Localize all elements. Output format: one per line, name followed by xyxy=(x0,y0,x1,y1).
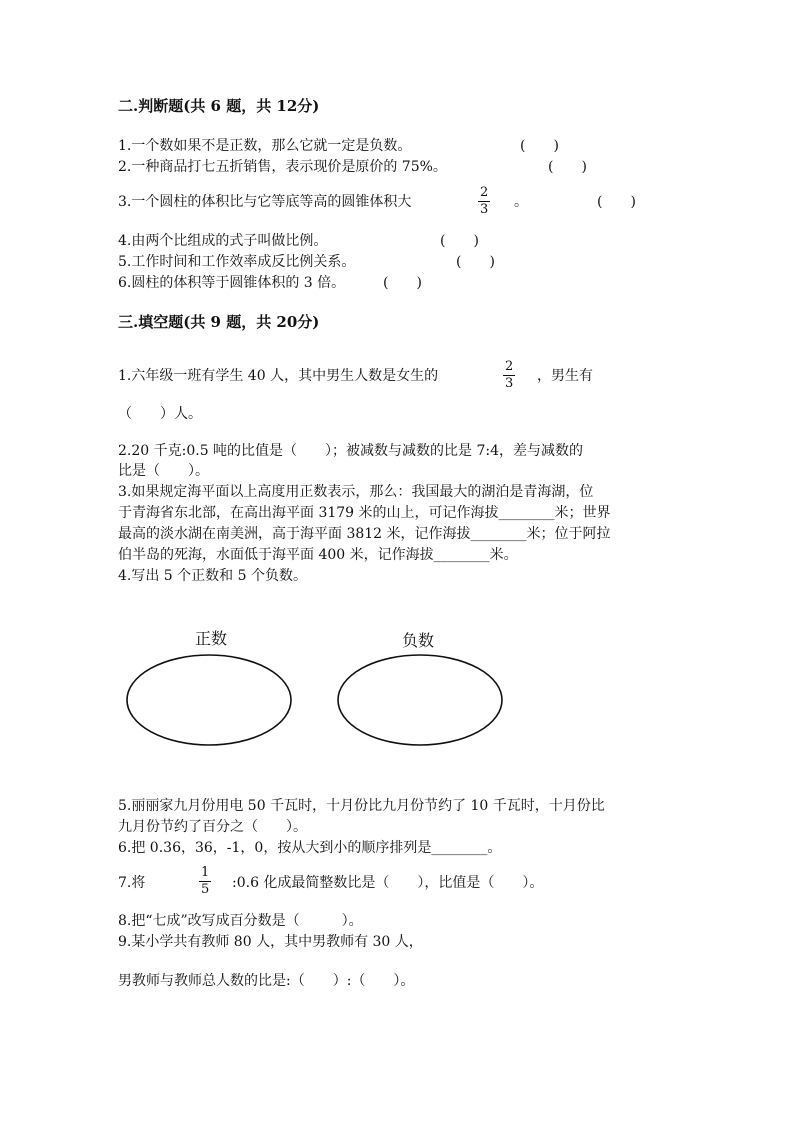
fill-question-9-line1: 9.某小学共有教师 80 人，其中男教师有 30 人， xyxy=(118,934,423,950)
fraction-numerator: 2 xyxy=(505,359,514,374)
fill-question-8: 8.把“七成”改写成百分数是（ ）。 xyxy=(118,913,363,929)
negative-numbers-label: 负数 xyxy=(402,631,435,650)
fill-question-3-line1: 3.如果规定海平面以上高度用正数表示，那么：我国最大的湖泊是青海湖，位 xyxy=(118,484,594,500)
fill-question-2-line1: 2.20 千克:0.5 吨的比值是（ ）；被减数与减数的比是 7:4，差与减数的 xyxy=(118,443,584,459)
fill-question-1-blank: （ ）人。 xyxy=(118,406,202,422)
judgment-question-1: 1.一个数如果不是正数，那么它就一定是负数。 xyxy=(118,138,412,154)
fraction-numerator: 2 xyxy=(480,185,489,200)
answer-blank-2[interactable]: ( ) xyxy=(548,159,587,175)
fill-question-5-line2: 九月份节约了百分之（ ）。 xyxy=(118,819,307,835)
fill-question-3-line4: 伯半岛的死海，水面低于海平面 400 米，记作海拔________米。 xyxy=(118,547,518,563)
positive-numbers-oval[interactable] xyxy=(127,655,291,745)
fill-question-5-line1: 5.丽丽家九月份用电 50 千瓦时，十月份比九月份节约了 10 千瓦时，十月份比 xyxy=(118,798,605,814)
fill-question-9-line2: 男教师与教师总人数的比是:（ ）:（ ）。 xyxy=(118,973,415,989)
answer-blank-6[interactable]: ( ) xyxy=(383,275,422,291)
judgment-question-2: 2.一种商品打七五折销售，表示现价是原价的 75%。 xyxy=(118,159,447,175)
fill-question-4: 4.写出 5 个正数和 5 个负数。 xyxy=(118,568,307,584)
answer-blank-3[interactable]: ( ) xyxy=(597,194,636,210)
section-title-judgment: 二.判断题(共 6 题，共 12分) xyxy=(118,97,320,115)
positive-numbers-label: 正数 xyxy=(195,629,228,648)
judgment-question-5: 5.工作时间和工作效率成反比例关系。 xyxy=(118,254,356,270)
judgment-question-6: 6.圆柱的体积等于圆锥体积的 3 倍。 xyxy=(118,275,346,291)
question-3-period: 。 xyxy=(514,194,528,210)
fill-question-7-before: 7.将 xyxy=(118,875,146,891)
fill-question-1: 1.六年级一班有学生 40 人，其中男生人数是女生的 xyxy=(118,368,439,384)
answer-blank-5[interactable]: ( ) xyxy=(456,254,495,270)
answer-blank-1[interactable]: ( ) xyxy=(520,138,559,154)
judgment-question-4: 4.由两个比组成的式子叫做比例。 xyxy=(118,233,328,249)
fraction-denominator: 3 xyxy=(480,202,489,217)
fill-question-3-line3: 最高的淡水湖在南美洲，高于海平面 3812 米，记作海拔________米；位于阿拉 xyxy=(118,526,611,542)
fill-question-7-after: :0.6 化成最简整数比是（ ），比值是（ ）。 xyxy=(232,875,544,891)
section-title-fill-in: 三.填空题(共 9 题，共 20分) xyxy=(118,313,320,331)
fill-question-2-line2: 比是（ ）。 xyxy=(118,463,209,479)
judgment-question-3: 3.一个圆柱的体积比与它等底等高的圆锥体积大 xyxy=(118,194,412,210)
fill-question-1-after: ，男生有 xyxy=(537,368,593,384)
fill-question-3-line2: 于青海省东北部，在高出海平面 3179 米的山上，可记作海拔________米；世界 xyxy=(118,505,611,521)
fraction-numerator: 1 xyxy=(201,865,210,880)
fraction-denominator: 3 xyxy=(505,376,514,391)
fraction-denominator: 5 xyxy=(201,882,210,897)
fraction-one-fifth xyxy=(199,866,211,897)
answer-blank-4[interactable]: ( ) xyxy=(440,233,479,249)
negative-numbers-oval[interactable] xyxy=(338,655,502,745)
fill-question-6: 6.把 0.36，36，-1，0，按从大到小的顺序排列是________。 xyxy=(118,840,502,856)
